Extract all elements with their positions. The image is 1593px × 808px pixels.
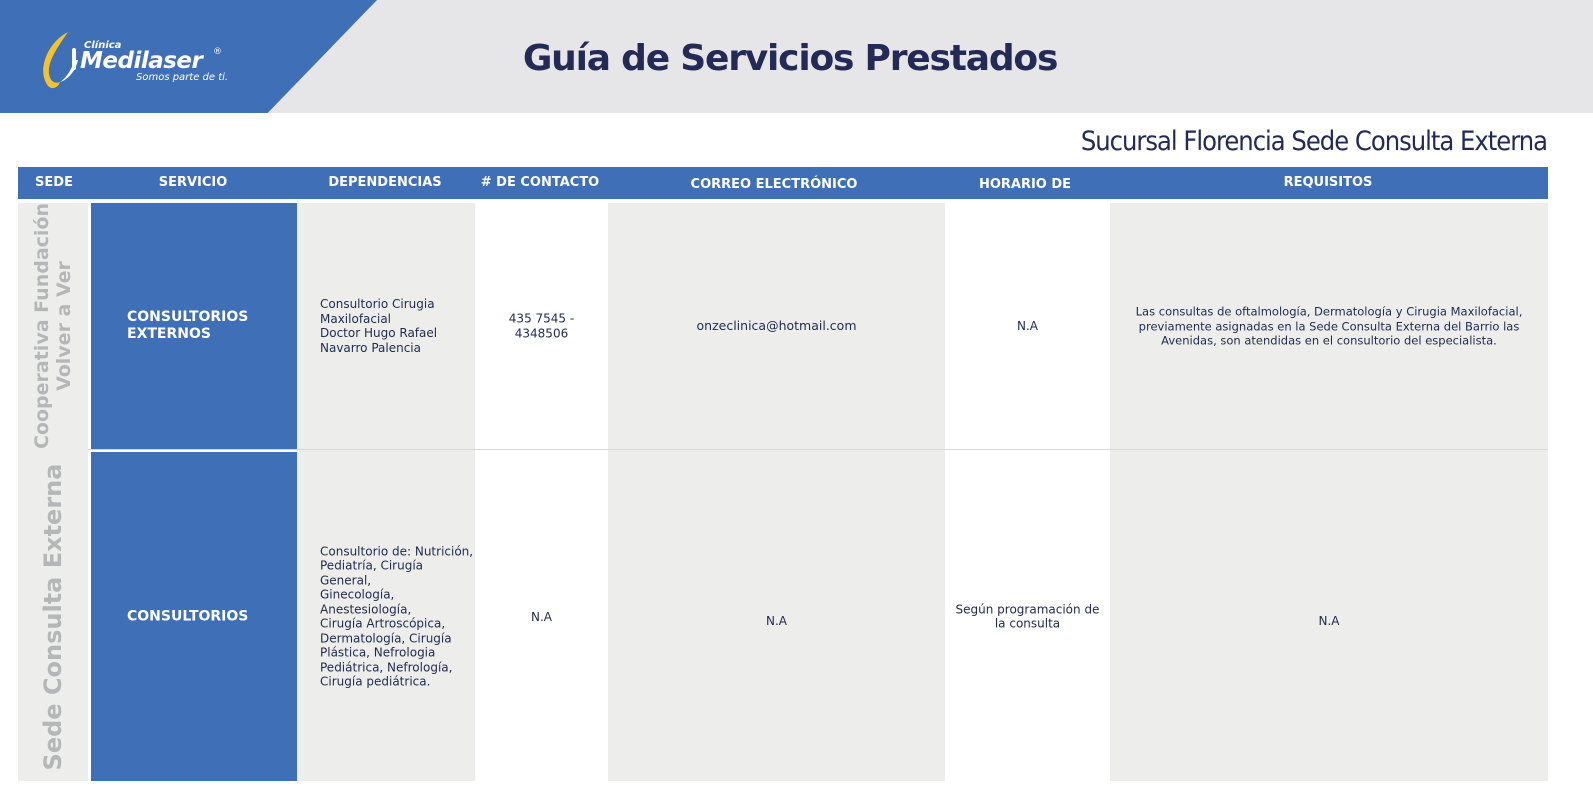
row-2-servicio-cell [91, 452, 297, 781]
row-1-correo-cell [608, 203, 945, 449]
row-1-horario-text: N.A [1017, 318, 1038, 333]
column-header-dependencias: DEPENDENCIAS [328, 175, 442, 190]
row-2-requisitos-text: N.A [1318, 613, 1340, 628]
column-header-sede: SEDE [35, 175, 73, 190]
row-2-servicio-label: CONSULTORIOS [127, 608, 249, 624]
row-1-horario-cell [945, 203, 1110, 449]
row-2-contacto-cell [475, 452, 608, 781]
row-2-horario-text: Según programación de la consulta [955, 602, 1100, 631]
page-subtitle: Sucursal Florencia Sede Consulta Externa [1080, 126, 1547, 157]
table-header [18, 167, 1548, 224]
row-2-correo-text: N.A [766, 613, 787, 628]
row-1-contacto-text: 435 7545 - 4348506 [508, 311, 575, 340]
row-1-dependencias-cell [297, 203, 475, 449]
row-2-sede-cell [18, 452, 88, 781]
row-2-horario-cell [945, 452, 1110, 781]
column-header-correo: CORREO ELECTRÓNICO [690, 177, 858, 192]
row-2-dependencias-cell [297, 452, 475, 781]
row-2-contacto-text: N.A [531, 609, 552, 624]
column-header-contacto: # DE CONTACTO [480, 175, 600, 190]
row-2-sede-label: Sede Consulta Externa [39, 463, 67, 770]
row-1-requisitos-text: Las consultas de oftalmología, Dermatología y Cirugia Maxilofacial, previamente asignadas en la Sede Consulta Externa del Barrio las Avenidas, son atendidas en el consultorio del especialista. [1135, 304, 1523, 348]
row-1-servicio-label: CONSULTORIOS EXTERNOS [127, 309, 249, 342]
row-2-dependencias-text: Consultorio de: Nutrición, Pediatría, Cirugía General, Ginecología, Anestesiología, Cirugía Artroscópica, Dermatología, Cirugía Plástica, Nefrologia Pediátrica, Nefrología, Cirugía pediátrica. [320, 544, 474, 689]
row-2-correo-cell [608, 452, 945, 781]
row-1-servicio-cell [91, 203, 297, 449]
row-1-requisitos-cell [1110, 203, 1548, 449]
row-2-requisitos-cell [1110, 452, 1548, 781]
row-1-sede-cell [18, 203, 88, 449]
row-1-correo-text: onzeclinica@hotmail.com [696, 317, 857, 333]
logo-tagline: Somos parte de ti. [136, 72, 229, 83]
column-header-horario: HORARIO DE ATENCIÓN [978, 177, 1072, 224]
page-title: Guía de Servicios Prestados [522, 38, 1058, 79]
logo-brand-text: Medilaser [80, 48, 203, 74]
row-1-dependencias-text: Consultorio Cirugia Maxilofacial Doctor Hugo Rafael Navarro Palencia [320, 297, 438, 355]
column-header-requisitos: REQUISITOS [1283, 175, 1373, 190]
row-1-sede-label: Cooperativa Fundación Volver a Ver [31, 202, 75, 450]
clinic-logo [38, 30, 238, 90]
column-header-servicio: SERVICIO [158, 175, 228, 190]
row-1-contacto-cell [475, 203, 608, 449]
logo-small-text: Clínica [84, 40, 122, 51]
logo-registered-mark: ® [213, 47, 222, 57]
row-divider [88, 449, 1548, 450]
